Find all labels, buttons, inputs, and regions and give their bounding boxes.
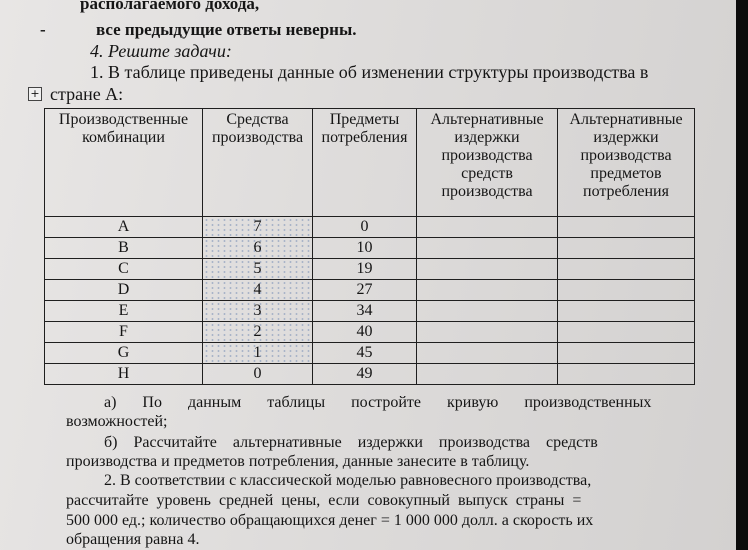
cell-consumer[interactable]: 45 [313, 343, 417, 364]
cell-combination[interactable]: H [45, 364, 203, 385]
table-row [45, 322, 695, 343]
section-heading: 4. Решите задачи: [90, 41, 232, 61]
cell-means[interactable]: 5 [203, 259, 313, 280]
cell-alt-consumer[interactable] [558, 301, 695, 322]
table-row [45, 280, 695, 301]
text-line-1: располагаемого дохода, [80, 0, 260, 13]
task-1b-text-cont: производства и предметов потребления, данные занесите в таблицу. [66, 453, 530, 470]
cell-consumer[interactable]: 40 [313, 322, 417, 343]
cell-alt-consumer[interactable] [558, 280, 695, 301]
production-table [44, 108, 695, 385]
task-2-text-line3: 500 000 ед.; количество обращающихся денег = 1 000 000 долл. а скорость их [66, 512, 594, 529]
cell-consumer[interactable]: 49 [313, 364, 417, 385]
cell-alt-means[interactable] [417, 343, 558, 364]
task-1-intro: 1. В таблице приведены данные об изменении структуры производства в [90, 62, 649, 82]
cell-means[interactable]: 4 [203, 280, 313, 301]
task-2-text: 2. В соответствии с классической моделью равновесного производства, [104, 472, 592, 489]
cell-means[interactable]: 2 [203, 322, 313, 343]
table-move-handle-icon[interactable]: + [28, 87, 42, 101]
header-alt-cost-means: Альтернативные издержки производства средств производства [417, 109, 558, 217]
cell-combination[interactable]: D [45, 280, 203, 301]
table-row [45, 364, 695, 385]
cell-means[interactable]: 3 [203, 301, 313, 322]
cell-consumer[interactable]: 0 [313, 217, 417, 238]
cell-alt-means[interactable] [417, 238, 558, 259]
header-combinations: Производственные комбинации [45, 109, 203, 217]
text-line-2: все предыдущие ответы неверны. [96, 20, 357, 39]
cell-combination[interactable]: B [45, 238, 203, 259]
cell-alt-consumer[interactable] [558, 322, 695, 343]
task-1-intro-cont: стране А: [50, 84, 124, 104]
cell-consumer[interactable]: 34 [313, 301, 417, 322]
table-row [45, 301, 695, 322]
table-row [45, 217, 695, 238]
cell-alt-consumer[interactable] [558, 364, 695, 385]
table-row [45, 343, 695, 364]
cell-alt-means[interactable] [417, 217, 558, 238]
bullet-dash: - [40, 20, 46, 39]
table-row [45, 238, 695, 259]
cell-means[interactable]: 0 [203, 364, 313, 385]
cell-combination[interactable]: C [45, 259, 203, 280]
header-means-of-production: Средства производства [203, 109, 313, 217]
cell-alt-consumer[interactable] [558, 217, 695, 238]
table-header-row [45, 109, 695, 217]
cell-means[interactable]: 7 [203, 217, 313, 238]
task-2-text-line4: обращения равна 4. [66, 531, 200, 548]
header-alt-cost-consumer: Альтернативные издержки производства предметов потребления [558, 109, 695, 217]
cell-combination[interactable]: A [45, 217, 203, 238]
cell-combination[interactable]: F [45, 322, 203, 343]
cell-alt-consumer[interactable] [558, 259, 695, 280]
cell-alt-means[interactable] [417, 301, 558, 322]
cell-means[interactable]: 6 [203, 238, 313, 259]
cell-alt-means[interactable] [417, 322, 558, 343]
task-1b-text: б) Рассчитайте альтернативные издержки производства средств [104, 434, 598, 451]
task-1a-text: а) По данным таблицы постройте кривую производственных [104, 394, 652, 411]
table-row [45, 259, 695, 280]
cell-consumer[interactable]: 10 [313, 238, 417, 259]
cell-means[interactable]: 1 [203, 343, 313, 364]
cell-consumer[interactable]: 27 [313, 280, 417, 301]
cell-alt-consumer[interactable] [558, 343, 695, 364]
cell-alt-means[interactable] [417, 280, 558, 301]
header-consumer-goods: Предметы потребления [313, 109, 417, 217]
cell-alt-consumer[interactable] [558, 238, 695, 259]
cell-consumer[interactable]: 19 [313, 259, 417, 280]
cell-alt-means[interactable] [417, 364, 558, 385]
screen-bezel [736, 0, 748, 550]
task-2-text-line2: рассчитайте уровень средней цены, если совокупный выпуск страны = [66, 492, 582, 509]
cell-combination[interactable]: E [45, 301, 203, 322]
cell-combination[interactable]: G [45, 343, 203, 364]
task-1a-text-cont: возможностей; [66, 413, 168, 430]
cell-alt-means[interactable] [417, 259, 558, 280]
